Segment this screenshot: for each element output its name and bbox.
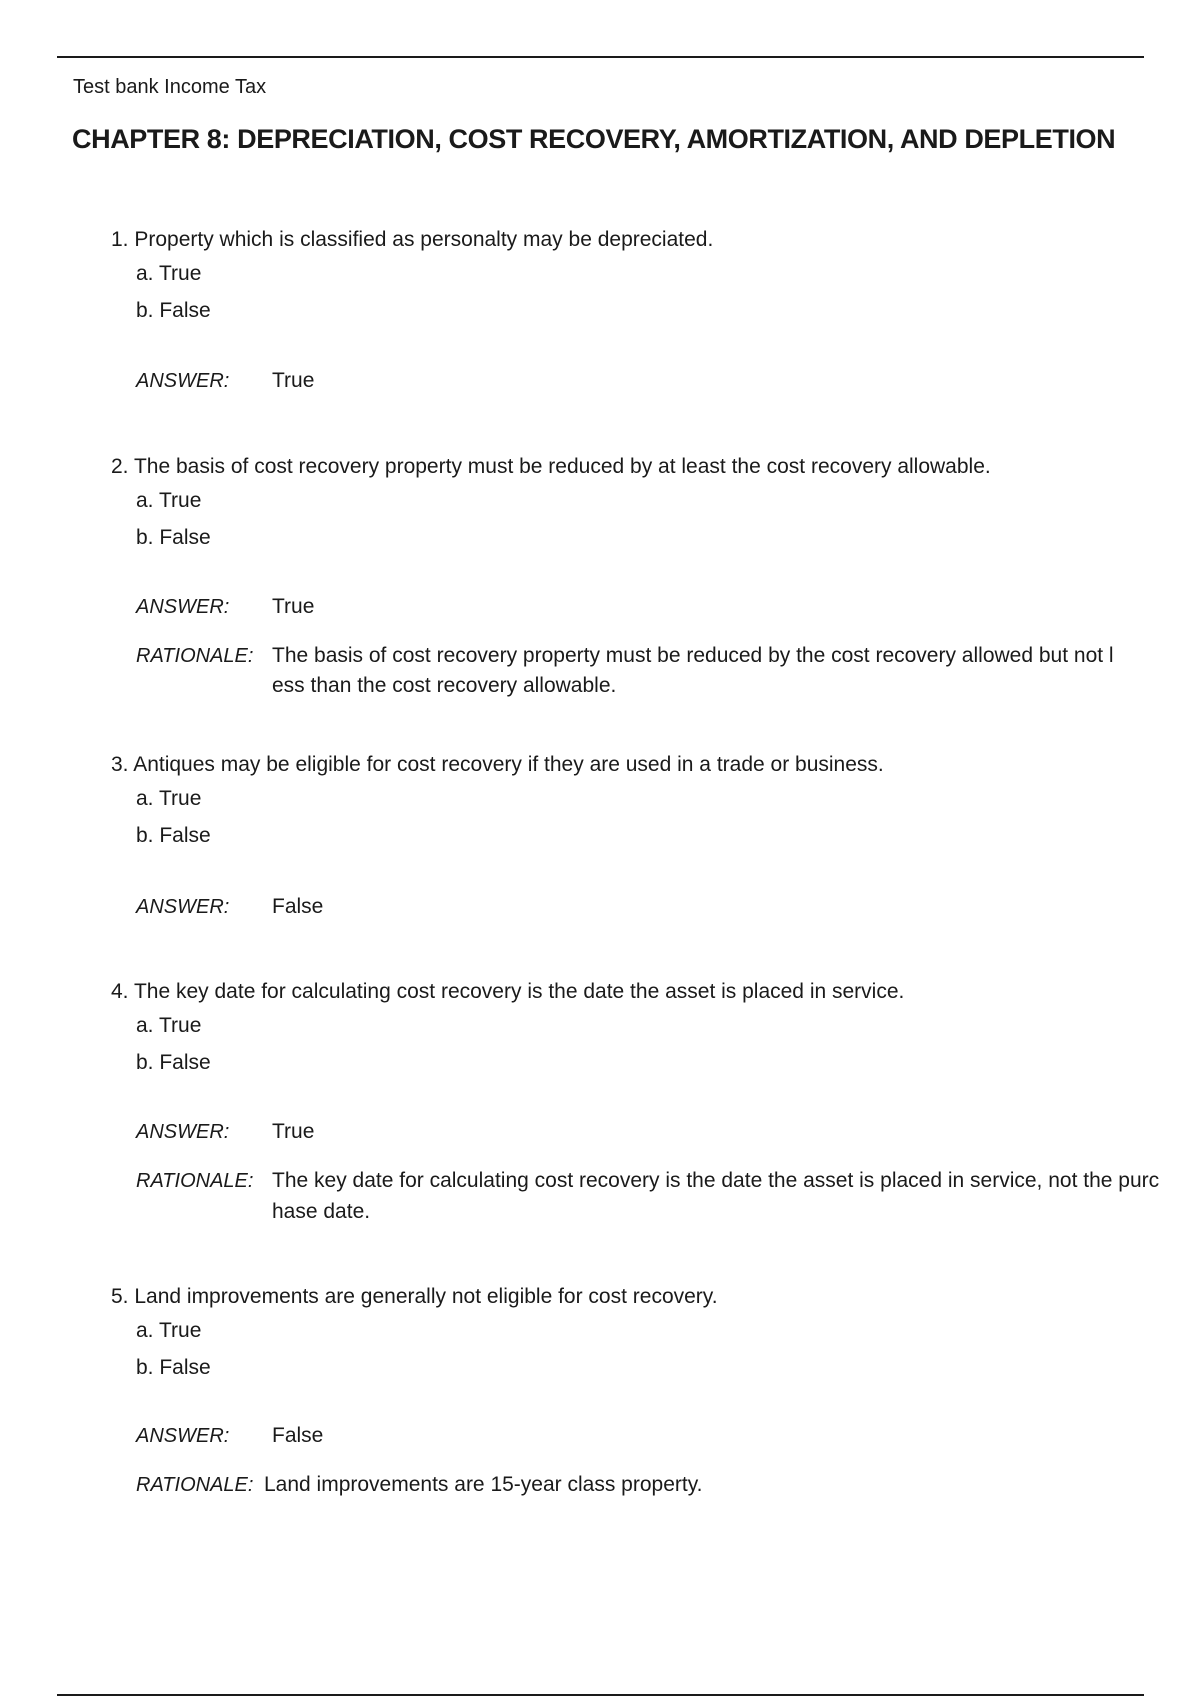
- answer-value: True: [272, 1120, 315, 1143]
- document-header-label: Test bank Income Tax: [73, 76, 267, 98]
- option-b: b. False: [136, 1051, 211, 1074]
- answer-value: False: [272, 1424, 324, 1447]
- option-b: b. False: [136, 824, 211, 847]
- rationale-line-2: hase date.: [272, 1200, 371, 1223]
- answer-value: True: [272, 369, 315, 392]
- option-a: a. True: [136, 262, 202, 285]
- answer-label: ANSWER:: [136, 596, 230, 618]
- question-stem: 3. Antiques may be eligible for cost recovery if they are used in a trade or business.: [111, 753, 884, 776]
- answer-value: True: [272, 595, 315, 618]
- rationale-line-1: The basis of cost recovery property must be reduced by the cost recovery allowed but not l: [272, 644, 1114, 667]
- question-stem: 2. The basis of cost recovery property must be reduced by at least the cost recovery allowable.: [111, 455, 991, 478]
- answer-label: ANSWER:: [136, 1425, 230, 1447]
- question-stem: 5. Land improvements are generally not eligible for cost recovery.: [111, 1285, 718, 1308]
- option-b: b. False: [136, 526, 211, 549]
- answer-label: ANSWER:: [136, 1121, 230, 1143]
- option-b: b. False: [136, 299, 211, 322]
- option-a: a. True: [136, 787, 202, 810]
- question-stem: 4. The key date for calculating cost recovery is the date the asset is placed in service.: [111, 980, 905, 1003]
- chapter-title: CHAPTER 8: DEPRECIATION, COST RECOVERY, AMORTIZATION, AND DEPLETION: [72, 124, 1116, 154]
- rationale-label: RATIONALE:: [136, 1474, 254, 1496]
- answer-label: ANSWER:: [136, 896, 230, 918]
- question-stem: 1. Property which is classified as personalty may be depreciated.: [111, 228, 714, 251]
- bottom-rule: [57, 1694, 1144, 1696]
- option-a: a. True: [136, 1014, 202, 1037]
- answer-value: False: [272, 895, 324, 918]
- rationale-line-1: The key date for calculating cost recovery is the date the asset is placed in service, not the purc: [272, 1169, 1160, 1192]
- rationale-label: RATIONALE:: [136, 1170, 254, 1192]
- option-b: b. False: [136, 1356, 211, 1379]
- option-a: a. True: [136, 489, 202, 512]
- rationale-label: RATIONALE:: [136, 645, 254, 667]
- answer-label: ANSWER:: [136, 370, 230, 392]
- option-a: a. True: [136, 1319, 202, 1342]
- rationale-line-2: ess than the cost recovery allowable.: [272, 674, 617, 697]
- rationale-line-1: Land improvements are 15-year class property.: [264, 1473, 703, 1496]
- top-rule: [57, 56, 1144, 58]
